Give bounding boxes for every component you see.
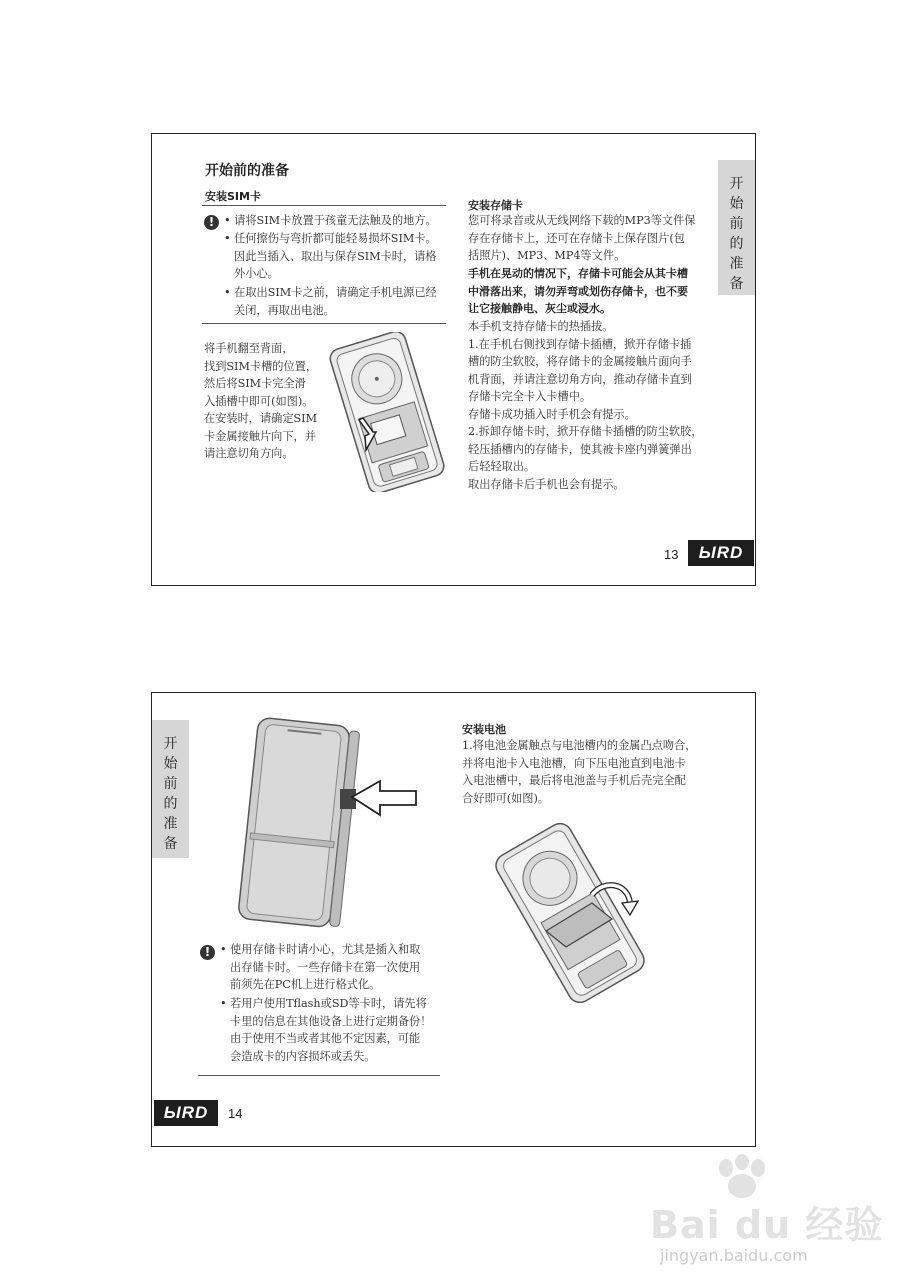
card-warning-box xyxy=(198,939,440,1077)
baidu-watermark xyxy=(640,1150,900,1270)
battery-steps: 1.将电池金属触点与电池槽内的金属凸点吻合， 并将电池卡入电池槽，向下压电池直到电池卡 入电池槽中，最后将电池盖与手机后壳完全配 合好即可(如图)。 xyxy=(462,739,697,805)
bottom-rule xyxy=(198,1075,440,1076)
warning-icon: ! xyxy=(200,945,215,960)
sim-warning-box xyxy=(202,205,446,324)
card-intro: 您可将录音或从无线网络下载的MP3等文件保 存在存储卡上，还可在存储卡上保存图片(包 括照片)、MP3、MP4等文件。 xyxy=(468,214,696,262)
side-tab: 开 始 前 的 准 备 xyxy=(718,160,755,295)
top-rule xyxy=(202,205,446,206)
sim-steps: 将手机翻至背面， 找到SIM卡槽的位置， 然后将SIM卡完全滑 入插槽中即可(如图)。 在安装时，请确定SIM 卡金属接触片向下，并 请注意切角方向。 xyxy=(204,342,318,460)
warning-icon: ! xyxy=(204,215,219,230)
watermark-url: jingyan.baidu.com xyxy=(660,1246,808,1265)
card-heading: 安装存储卡 xyxy=(468,199,523,212)
sim-heading: 安装SIM卡 xyxy=(205,190,261,203)
bird-logo: ЫRD xyxy=(154,1100,218,1126)
card-note-2: • 若用户使用Tflash或SD等卡时，请先将 卡里的信息在其他设备上进行定期备份！ 由于使用不当或者其他不定因素，可能 会造成卡的内容损坏或丢失。 xyxy=(220,997,432,1063)
bird-logo: ЫRD xyxy=(688,540,754,566)
memory-card-illustration xyxy=(220,717,420,929)
battery-install-illustration xyxy=(480,823,670,1003)
page-number: 13 xyxy=(664,547,679,562)
sim-install-illustration xyxy=(318,332,458,492)
card-warning: 手机在晃动的情况下，存储卡可能会从其卡槽 中滑落出来，请勿弄弯或划伤存储卡，也不要 让它接触静电、灰尘或浸水。 xyxy=(468,267,688,315)
sim-note-1: • 请将SIM卡放置于孩童无法触及的地方。 xyxy=(224,214,437,227)
manual-page-14 xyxy=(151,692,756,1147)
manual-page-13 xyxy=(151,133,756,586)
page-title: 开始前的准备 xyxy=(205,163,289,179)
card-steps: 本手机支持存储卡的热插拔。 1.在手机右侧找到存储卡插槽，掀开存储卡插 槽的防尘软胶，将存储卡的金属接触片面向手 机背面，并请注意切角方向，推动存储卡直到 存储卡完全卡入卡槽中。 存储卡成功插入时手机会有提示。 2.拆卸存储卡时，掀开存储卡插槽的防尘软胶， 轻压插槽内的存储卡，使其被卡座内弹簧弹出 后轻轻取出。 取出存储卡后手机也会有提示。 xyxy=(468,320,703,491)
sim-note-2: • 任何擦伤与弯折都可能轻易损坏SIM卡。 因此当插入、取出与保存SIM卡时，请格 外小心。 xyxy=(224,232,437,280)
card-note-1: • 使用存储卡时请小心，尤其是插入和取 出存储卡时。一些存储卡在第一次使用 前须先在PC机上进行格式化。 xyxy=(220,943,421,991)
page-number: 14 xyxy=(228,1106,243,1121)
battery-heading: 安装电池 xyxy=(462,723,506,736)
watermark-brand: Bai du 经验 xyxy=(650,1203,884,1247)
side-tab: 开 始 前 的 准 备 xyxy=(152,720,189,858)
sim-note-3: • 在取出SIM卡之前，请确定手机电源已经 关闭，再取出电池。 xyxy=(224,286,437,317)
bottom-rule xyxy=(202,323,446,324)
